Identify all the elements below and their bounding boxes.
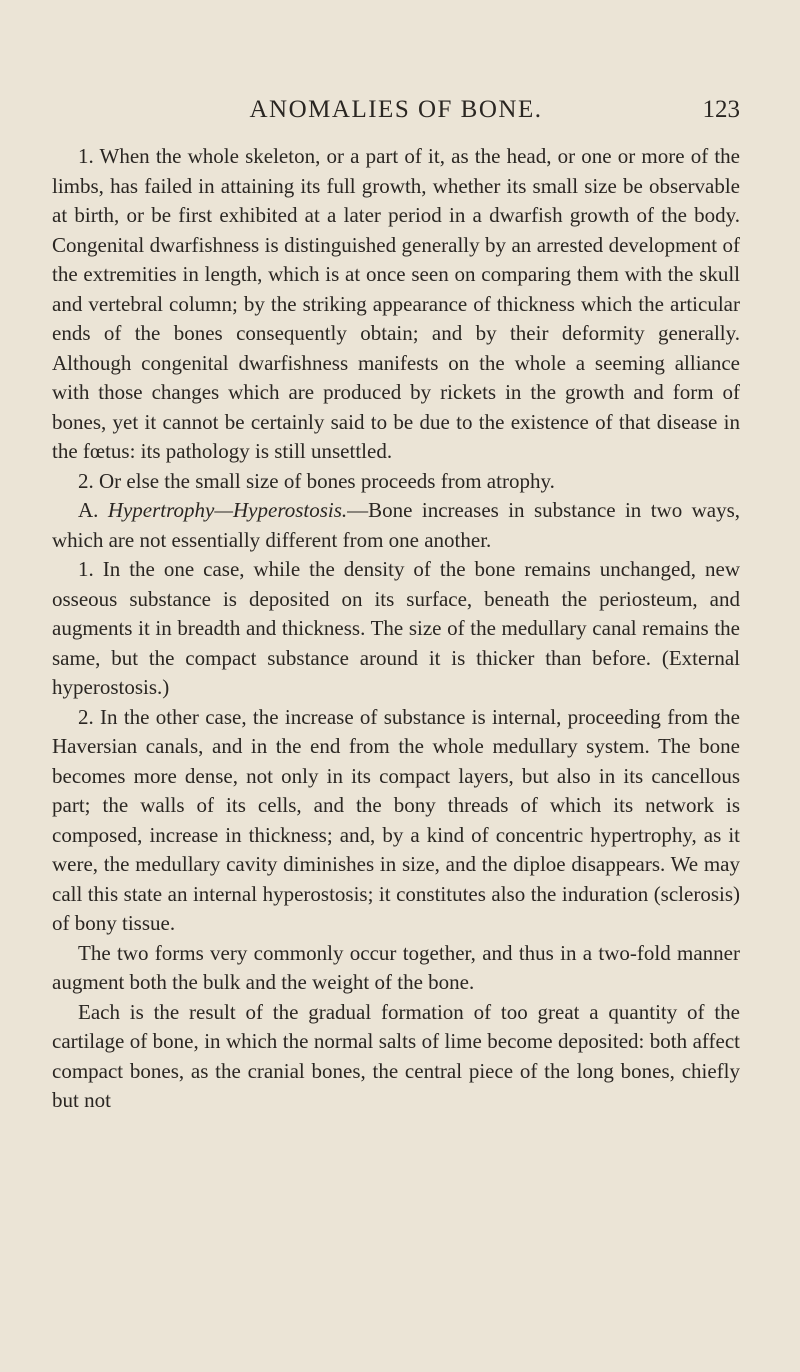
running-title: ANOMALIES OF BONE. [249, 96, 543, 123]
body-text [52, 142, 740, 1116]
paragraph-atrophy: 2. Or else the small size of bones proceeds from atrophy. [78, 468, 555, 493]
section-intro: —Bone increases in substance in two ways, which are not essentially different from one another. [52, 498, 740, 552]
paragraph-hypertrophy-heading [52, 496, 740, 555]
page-number: 123 [702, 96, 740, 123]
paragraph-cause: Each is the result of the gradual formation of too great a quantity of the cartilage of bone, in which the normal salts of lime become deposited: both affect compact bones, as the cranial bones, the central piece of the long bones, chiefly but not [52, 999, 740, 1112]
paragraph-internal-hyperostosis: 2. In the other case, the increase of substance is internal, proceeding from the Haversian canals, and in the end from the whole medullary system. The bone becomes more dense, not only in its compact layers, but also in its cancellous part; the walls of its cells, and the bony threads of which its network is composed, increase in thickness; and, by a kind of concentric hypertrophy, as it were, the medullary cavity diminishes in size, and the diploe disappears. We may call this state an internal hyperostosis; it constitutes also the induration (sclerosis) of bony tissue. [52, 704, 740, 935]
running-head [52, 88, 740, 128]
paragraph-two-forms: The two forms very commonly occur together, and thus in a two-fold manner augment both the bulk and the weight of the bone. [52, 940, 740, 994]
section-label: A. [78, 498, 99, 522]
paragraph-external-hyperostosis: 1. In the one case, while the density of the bone remains unchanged, new osseous substance is deposited on its surface, beneath the periosteum, and augments it in breadth and thickness. The size of the medullary canal remains the same, but the compact substance around it is thicker than before. (External hyperostosis.) [52, 557, 740, 699]
section-title: Hypertrophy—Hyperostosis. [107, 498, 348, 522]
paragraph-dwarfishness: 1. When the whole skeleton, or a part of it, as the head, or one or more of the limbs, has failed in attaining its full growth, whether its small size be observable at birth, or be first exhibited at a later period in a dwarfish growth of the body. Congenital dwarfishness is distinguished generally by an arrested development of the extremities in length, which is at once seen on comparing them with the skull and vertebral column; by the striking appearance of thickness which the articular ends of the bones consequently obtain; and by their deformity generally. Although congenital dwarfishness manifests on the whole a seeming alliance with those changes which are produced by rickets in the growth and form of bones, yet it cannot be certainly said to be due to the existence of that disease in the fœtus: its pathology is still unsettled. [52, 144, 740, 463]
